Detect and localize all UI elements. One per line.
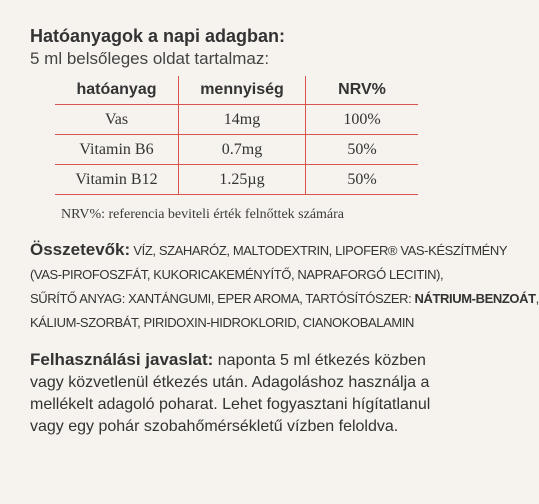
table-row: [55, 105, 418, 135]
column-header-ingredient: hatóanyag: [55, 76, 179, 105]
usage-section: [30, 349, 510, 438]
ingredients-label: Összetevők:: [30, 240, 131, 259]
nrv-footnote: NRV%: referencia beviteli érték felnőttek számára: [61, 207, 345, 222]
cell-nrv: 50%: [306, 135, 419, 165]
page-title: Hatóanyagok a napi adagban:: [30, 26, 286, 46]
cell-ingredient: Vas: [55, 105, 179, 135]
page-subtitle: 5 ml belsőleges oldat tartalmaz:: [30, 49, 270, 68]
table-row: [55, 165, 418, 195]
ingredients-line-4: KÁLIUM-SZORBÁT, PIRIDOXIN-HIDROKLORID, CIANOKOBALAMIN: [30, 315, 415, 330]
ingredients-line-1: [30, 238, 510, 263]
ingredients-text: VÍZ, SZAHARÓZ, MALTODEXTRIN, LIPOFER® VAS-KÉSZÍTMÉNY: [133, 243, 508, 258]
cell-amount: 0.7mg: [179, 135, 306, 165]
usage-line-3: mellékelt adagoló poharat. Lehet fogyasztani hígítatlanul: [30, 396, 431, 413]
cell-ingredient: Vitamin B6: [55, 135, 179, 165]
column-header-nrv: NRV%: [306, 76, 419, 105]
usage-line-2: vagy közvetlenül étkezés után. Adagoláshoz használja a: [30, 374, 430, 391]
usage-text: naponta 5 ml étkezés közben: [213, 352, 426, 369]
ingredients-highlight: NÁTRIUM-BENZOÁT: [414, 291, 536, 306]
cell-ingredient: Vitamin B12: [55, 165, 179, 195]
usage-label: Felhasználási javaslat:: [30, 350, 214, 369]
cell-nrv: 50%: [306, 165, 419, 195]
ingredients-section: [30, 238, 539, 335]
usage-line-1: [30, 349, 510, 372]
ingredients-line-2: (VAS-PIROFOSZFÁT, KUKORICAKEMÉNYÍTŐ, NAPRAFORGÓ LECITIN),: [30, 267, 444, 282]
table-header-row: [55, 76, 418, 105]
cell-amount: 1.25µg: [179, 165, 306, 195]
nutrition-table: [55, 76, 418, 195]
column-header-amount: mennyiség: [179, 76, 306, 105]
table-row: [55, 135, 418, 165]
cell-nrv: 100%: [306, 105, 419, 135]
ingredients-line-3: [30, 287, 539, 311]
cell-amount: 14mg: [179, 105, 306, 135]
usage-line-4: vagy egy pohár szobahőmérsékletű vízben feloldva.: [30, 418, 399, 435]
ingredients-text: ,: [535, 291, 539, 306]
ingredients-text: SŰRÍTŐ ANYAG: XANTÁNGUMI, EPER AROMA, TARTÓSÍTÓSZER:: [30, 291, 415, 306]
product-info: [30, 25, 539, 438]
